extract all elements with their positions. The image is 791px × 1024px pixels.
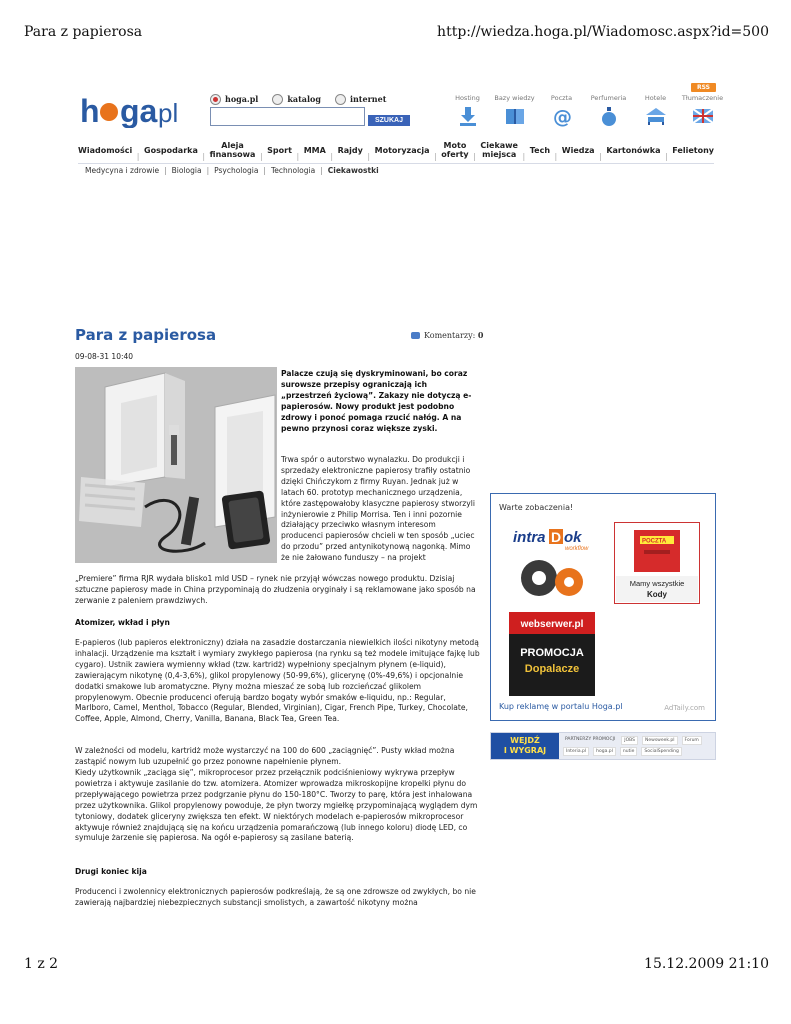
comment-icon: [411, 332, 420, 339]
comments-link[interactable]: Komentarzy: 0: [411, 330, 483, 340]
nav-rajdy[interactable]: Rajdy: [337, 145, 363, 155]
svg-text:workflow: workflow: [565, 546, 589, 552]
nav-tech[interactable]: Tech: [529, 145, 551, 155]
nav-wiadomosci[interactable]: Wiadomości: [78, 145, 133, 155]
nav-separator: |: [665, 152, 668, 161]
service-bazy-wiedzy[interactable]: Bazy wiedzy: [491, 94, 538, 127]
ad-box: [490, 493, 716, 721]
search-scope: [210, 92, 410, 106]
svg-text:POCZTA: POCZTA: [642, 538, 667, 545]
nav-gospodarka[interactable]: Gospodarka: [144, 145, 198, 155]
search-scope-katalog[interactable]: katalog: [272, 94, 321, 105]
logo-ga: ga: [120, 93, 158, 128]
partners-label: PARTNERZY PROMOCJI: [565, 737, 616, 742]
promo-banner-title: WEJDŹ I WYGRAJ: [491, 733, 559, 759]
service-hotele[interactable]: Hotele: [632, 94, 679, 127]
partner-logo: Forum: [682, 736, 702, 745]
search-scope-internet[interactable]: internet: [335, 94, 386, 105]
logo-pl: pl: [158, 98, 179, 128]
buy-ad-link[interactable]: Kup reklamę w portalu Hoga.pl: [499, 702, 623, 711]
article-paragraph: Trwa spór o autorstwo wynalazku. Do produkcji i sprzedaży elektroniczne papierosy trafiły ostatnio dzięki Chińczykom z firmy Ruyan. Jednak już w latach 60. prototyp mechanicznego urządzenia, które zastępowałoby klasyczne papierosy stworzyli inżynierowie z Philip Morrisa. Ten i inni pozornie działający przeciwko własnym interesom producenci papierosów chcieli w ten sposób „uciec do przodu” przed antynikotynową nagonką. Mimo że nie żałowano funduszy – na projekt: [281, 455, 475, 563]
rss-button[interactable]: RSS: [691, 83, 716, 92]
subnav-medycyna[interactable]: Medycyna i zdrowie: [85, 166, 160, 175]
sub-nav: [85, 166, 379, 175]
subnav-ciekawostki[interactable]: Ciekawostki: [327, 166, 379, 175]
at-sign-icon: [550, 105, 574, 127]
article-title: Para z papierosa: [75, 326, 217, 344]
hoga-logo[interactable]: [80, 92, 188, 128]
radio-icon[interactable]: [272, 94, 283, 105]
download-arrow-icon: [456, 105, 480, 127]
nav-separator: |: [202, 152, 206, 161]
nav-moto-oferty[interactable]: Moto oferty: [441, 141, 469, 159]
article-subheading: Drugi koniec kija: [75, 867, 147, 876]
nav-aleja-finansowa[interactable]: Aleja finansowa: [209, 141, 256, 159]
nav-separator: |: [434, 152, 437, 161]
nav-separator: |: [522, 152, 526, 161]
article-paragraph: „Premiere” firma RJR wydała blisko1 mld USD – rynek nie przyjął wówczas nowego produktu. Dzisiaj sztuczne papierosy made in China przypominają do złudzenia oryginały i są reklamowane jako sposób na zerwanie z paleniem prawdziwych.: [75, 574, 476, 605]
article-paragraph: W zależności od modelu, kartridż może wystarczyć na 100 do 600 „zaciągnięć”. Pusty wkład można zastąpić nowym lub uzupełnić go przez ponowne napełnienie płynem.: [75, 746, 455, 766]
logo-h: h: [80, 93, 100, 128]
print-footer-date: 15.12.2009 21:10: [644, 956, 769, 972]
translate-icon: [691, 105, 715, 127]
nav-divider: [78, 163, 714, 164]
ad-kody-pocztowe[interactable]: [614, 522, 700, 604]
service-poczta[interactable]: Poczta @: [550, 94, 573, 127]
partner-logo: Interia.pl: [563, 747, 589, 756]
article-subheading: Atomizer, wkład i płyn: [75, 618, 170, 627]
partner-logo: Newsweek.pl: [642, 736, 678, 745]
subnav-separator: |: [206, 166, 210, 175]
nav-mma[interactable]: MMA: [303, 145, 326, 155]
service-perfumeria[interactable]: Perfumeria: [585, 94, 632, 127]
article-paragraph: Kiedy użytkownik „zaciąga się”, mikroprocesor przez przełącznik podciśnieniowy wykrywa przepływ powietrza i aktywuje zasilanie do tzw. atomizera. Atomizer wprowadza mikroskopijne kropelki płynu do przepływającego powietrza przez podgrzanie płynu do 150-180°C. Tworzy to parę, która jest inhalowana przez użytkownika. Glikol propylenowy powoduje, że płyn tworzy mgiełkę przypominającą wyglądem dym tytoniowy, dodatek gliceryny zwiększa ten efekt. W niektórych modelach e-papierosów mikroprocesor aktywuje również znajdującą się na końcu urządzenia pomarańczową (lub innego koloru) diodę LED, co symuluje żarzenie się papierosa. Na ogół e-papierosy są zasilane baterią.: [75, 768, 478, 843]
article-photo: [75, 367, 277, 563]
svg-text:Mamy wszystkie: Mamy wszystkie: [629, 579, 685, 588]
nav-ciekawe-miejsca[interactable]: Ciekawe miejsca: [480, 141, 518, 159]
article-paragraph: Producenci i zwolennicy elektronicznych papierosów podkreślają, że są one zdrowsze od zwykłych, bo nie zawierają najbardziej niebezpiecznych substancji smolistych, a zawartość nikotyny można: [75, 887, 476, 907]
subnav-biologia[interactable]: Biologia: [171, 166, 202, 175]
print-header-title: Para z papierosa: [24, 24, 143, 40]
subnav-separator: |: [320, 166, 323, 175]
ad-box-title: Warte zobaczenia!: [499, 503, 574, 512]
services-bar: [444, 94, 726, 127]
subnav-separator: |: [164, 166, 167, 175]
main-nav: [78, 139, 714, 161]
nav-separator: |: [599, 152, 602, 161]
search-input[interactable]: [210, 107, 365, 126]
svg-text:ok: ok: [564, 529, 582, 546]
nav-separator: |: [554, 152, 558, 161]
svg-text:D: D: [551, 529, 562, 545]
nav-kartonowka[interactable]: Kartonówka: [606, 145, 661, 155]
promo-banner[interactable]: [490, 732, 716, 760]
svg-text:@: @: [552, 106, 572, 127]
svg-text:Dopalacze: Dopalacze: [524, 663, 580, 675]
print-header-url: http://wiedza.hoga.pl/Wiadomosc.aspx?id=500: [437, 24, 769, 40]
nav-separator: |: [136, 152, 140, 161]
svg-text:Kody: Kody: [647, 590, 667, 599]
e-cigarette-kit-image: [75, 367, 277, 563]
nav-separator: |: [330, 152, 334, 161]
svg-text:intra: intra: [513, 529, 546, 546]
radio-icon[interactable]: [210, 94, 221, 105]
partner-logo: nutie: [620, 747, 638, 756]
nav-separator: |: [367, 152, 371, 161]
comments-count: 0: [477, 330, 484, 340]
ad-intradok[interactable]: [509, 522, 595, 604]
nav-separator: |: [296, 152, 300, 161]
print-footer-page: 1 z 2: [24, 956, 59, 972]
partner-logo: hoga.pl: [593, 747, 616, 756]
ad-webserwer[interactable]: [509, 612, 595, 696]
article-date: 09-08-31 10:40: [75, 352, 134, 361]
radio-icon[interactable]: [335, 94, 346, 105]
hotel-bed-icon: [644, 105, 668, 127]
service-hosting[interactable]: Hosting: [444, 94, 491, 127]
partner-logos: [559, 734, 715, 758]
subnav-technologia[interactable]: Technologia: [270, 166, 316, 175]
nav-separator: |: [259, 152, 263, 161]
nav-separator: |: [473, 152, 476, 161]
partner-logo: SocialSpending: [641, 747, 682, 756]
ad-provider[interactable]: AdTaily.com: [664, 704, 705, 712]
nav-sport[interactable]: Sport: [267, 145, 292, 155]
perfume-bottle-icon: [597, 105, 621, 127]
nav-motoryzacja[interactable]: Motoryzacja: [374, 145, 430, 155]
svg-text:PROMOCJA: PROMOCJA: [520, 647, 584, 659]
subnav-psychologia[interactable]: Psychologia: [214, 166, 259, 175]
search-block: [210, 92, 410, 126]
subnav-separator: |: [263, 166, 266, 175]
nav-felietony[interactable]: Felietony: [672, 145, 714, 155]
search-scope-hoga[interactable]: hoga.pl: [210, 94, 258, 105]
nav-wiedza[interactable]: Wiedza: [561, 145, 595, 155]
article-lead: Palacze czują się dyskryminowani, bo coraz surowsze przepisy ograniczają ich „przestrzeń życiową”. Zakazy nie dotyczą e-papierosów. Nowy produkt jest podobno zdrowy i ponoć pomaga rzucić nałóg. A na pewno przynosi coraz większe zyski.: [281, 369, 472, 433]
partner-logo: JOBS: [621, 736, 638, 745]
search-button[interactable]: SZUKAJ: [368, 115, 410, 126]
service-tlumaczenie[interactable]: Tłumaczenie: [679, 94, 726, 127]
svg-text:webserwer.pl: webserwer.pl: [520, 619, 584, 630]
article-paragraph: E-papieros (lub papieros elektroniczny) działa na zasadzie dostarczania niewielkich ilości nikotyny metodą inhalacji. Urządzenie ma kształt i wymiary zwykłego papierosa (na rynku są też modele imitujące fajkę lub cygaro). Ustnik zawiera wymienny wkład (tzw. kartridż) wypełniony specjalnym płynem (e-liquid), zawierającym nikotynę (0,4-3,6%), glikol propylenowy (50-99,6%), glicerynę (0%-49,6%) i opcjonalnie dodatki smakowe lub aromatyczne. Płyny można mieszać ze sobą lub rozcieńczać glikolem propylenowym. Obecnie producenci oferują bardzo bogaty wybór smaków e-liquidu, np.: Regular, Marlboro, Camel, Menthol, Tobacco (Regular, Blended, Virginian), Cigar, French Pipe, Turkey, Chocolate, Coffee, Apple, Almond, Cherry, Vanilla, Banana, Black Tea, Green Tea.: [75, 638, 480, 724]
book-icon: [503, 105, 527, 127]
